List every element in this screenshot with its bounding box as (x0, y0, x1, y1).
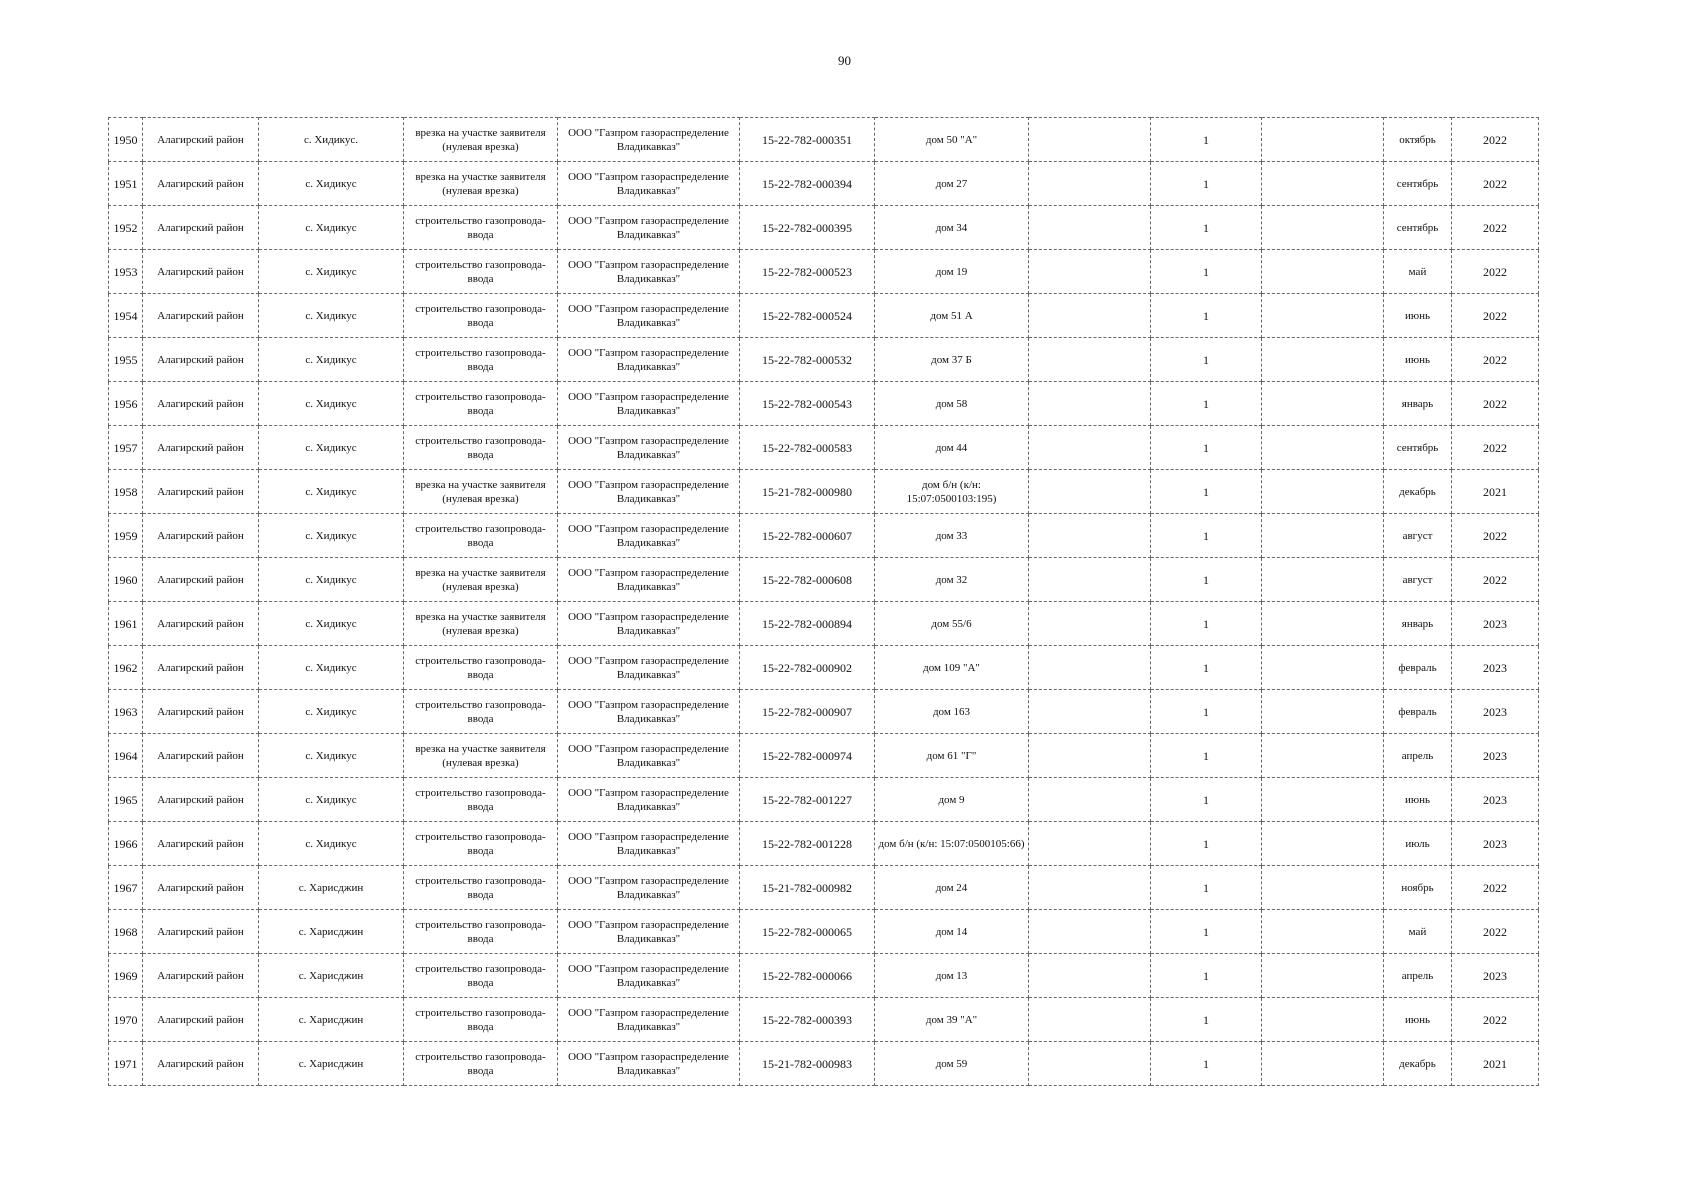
work-type-cell: строительство газопровода-ввода (404, 338, 558, 382)
village-cell: с. Хидикус (259, 646, 404, 690)
empty-cell (1029, 294, 1151, 338)
month-cell: октябрь (1384, 118, 1452, 162)
quantity-cell: 1 (1151, 690, 1262, 734)
village-cell: с. Хидикус (259, 558, 404, 602)
row-number-cell: 1970 (109, 998, 143, 1042)
quantity-cell: 1 (1151, 1042, 1262, 1086)
application-code-cell: 15-22-782-000608 (740, 558, 875, 602)
year-cell: 2023 (1452, 778, 1539, 822)
address-cell: дом 34 (875, 206, 1029, 250)
empty-cell (1262, 1042, 1384, 1086)
year-cell: 2023 (1452, 822, 1539, 866)
table-row (109, 118, 1539, 162)
village-cell: с. Харисджин (259, 1042, 404, 1086)
month-cell: январь (1384, 602, 1452, 646)
empty-cell (1029, 866, 1151, 910)
quantity-cell: 1 (1151, 954, 1262, 998)
application-code-cell: 15-22-782-000532 (740, 338, 875, 382)
month-cell: июнь (1384, 998, 1452, 1042)
village-cell: с. Хидикус (259, 778, 404, 822)
district-cell: Алагирский район (143, 646, 259, 690)
table-row (109, 558, 1539, 602)
empty-cell (1029, 778, 1151, 822)
empty-cell (1029, 382, 1151, 426)
organization-cell: ООО "Газпром газораспределение Владикавказ" (558, 690, 740, 734)
work-type-cell: строительство газопровода-ввода (404, 998, 558, 1042)
organization-cell: ООО "Газпром газораспределение Владикавказ" (558, 558, 740, 602)
month-cell: декабрь (1384, 1042, 1452, 1086)
empty-cell (1029, 470, 1151, 514)
empty-cell (1029, 206, 1151, 250)
district-cell: Алагирский район (143, 294, 259, 338)
district-cell: Алагирский район (143, 338, 259, 382)
table-row (109, 866, 1539, 910)
work-type-cell: строительство газопровода-ввода (404, 954, 558, 998)
month-cell: июнь (1384, 338, 1452, 382)
work-type-cell: врезка на участке заявителя (нулевая врезка) (404, 734, 558, 778)
district-cell: Алагирский район (143, 426, 259, 470)
organization-cell: ООО "Газпром газораспределение Владикавказ" (558, 118, 740, 162)
table-row (109, 734, 1539, 778)
year-cell: 2023 (1452, 646, 1539, 690)
row-number-cell: 1954 (109, 294, 143, 338)
village-cell: с. Хидикус (259, 822, 404, 866)
work-type-cell: врезка на участке заявителя (нулевая врезка) (404, 602, 558, 646)
year-cell: 2022 (1452, 558, 1539, 602)
work-type-cell: строительство газопровода-ввода (404, 206, 558, 250)
district-cell: Алагирский район (143, 822, 259, 866)
address-cell: дом 44 (875, 426, 1029, 470)
row-number-cell: 1964 (109, 734, 143, 778)
application-code-cell: 15-21-782-000982 (740, 866, 875, 910)
empty-cell (1262, 602, 1384, 646)
row-number-cell: 1958 (109, 470, 143, 514)
district-cell: Алагирский район (143, 382, 259, 426)
organization-cell: ООО "Газпром газораспределение Владикавказ" (558, 646, 740, 690)
empty-cell (1029, 910, 1151, 954)
row-number-cell: 1967 (109, 866, 143, 910)
village-cell: с. Хидикус. (259, 118, 404, 162)
year-cell: 2023 (1452, 690, 1539, 734)
row-number-cell: 1957 (109, 426, 143, 470)
quantity-cell: 1 (1151, 866, 1262, 910)
quantity-cell: 1 (1151, 118, 1262, 162)
quantity-cell: 1 (1151, 382, 1262, 426)
work-type-cell: строительство газопровода-ввода (404, 822, 558, 866)
organization-cell: ООО "Газпром газораспределение Владикавказ" (558, 382, 740, 426)
village-cell: с. Хидикус (259, 602, 404, 646)
quantity-cell: 1 (1151, 250, 1262, 294)
month-cell: сентябрь (1384, 426, 1452, 470)
address-cell: дом 19 (875, 250, 1029, 294)
empty-cell (1262, 558, 1384, 602)
district-cell: Алагирский район (143, 910, 259, 954)
month-cell: июнь (1384, 778, 1452, 822)
address-cell: дом 61 "Г" (875, 734, 1029, 778)
row-number-cell: 1971 (109, 1042, 143, 1086)
quantity-cell: 1 (1151, 998, 1262, 1042)
year-cell: 2021 (1452, 1042, 1539, 1086)
work-type-cell: строительство газопровода-ввода (404, 426, 558, 470)
address-cell: дом б/н (к/н: 15:07:0500105:66) (875, 822, 1029, 866)
table-row (109, 162, 1539, 206)
table-row (109, 690, 1539, 734)
application-code-cell: 15-22-782-000902 (740, 646, 875, 690)
application-code-cell: 15-22-782-000894 (740, 602, 875, 646)
organization-cell: ООО "Газпром газораспределение Владикавказ" (558, 338, 740, 382)
work-type-cell: строительство газопровода-ввода (404, 514, 558, 558)
address-cell: дом 55/6 (875, 602, 1029, 646)
month-cell: февраль (1384, 646, 1452, 690)
work-type-cell: врезка на участке заявителя (нулевая врезка) (404, 118, 558, 162)
village-cell: с. Харисджин (259, 866, 404, 910)
table-row (109, 822, 1539, 866)
district-cell: Алагирский район (143, 602, 259, 646)
empty-cell (1262, 910, 1384, 954)
table-row (109, 954, 1539, 998)
district-cell: Алагирский район (143, 1042, 259, 1086)
village-cell: с. Хидикус (259, 382, 404, 426)
address-cell: дом 163 (875, 690, 1029, 734)
district-cell: Алагирский район (143, 162, 259, 206)
quantity-cell: 1 (1151, 646, 1262, 690)
month-cell: август (1384, 514, 1452, 558)
month-cell: июнь (1384, 294, 1452, 338)
quantity-cell: 1 (1151, 602, 1262, 646)
month-cell: январь (1384, 382, 1452, 426)
application-code-cell: 15-22-782-000583 (740, 426, 875, 470)
organization-cell: ООО "Газпром газораспределение Владикавказ" (558, 778, 740, 822)
address-cell: дом 13 (875, 954, 1029, 998)
empty-cell (1029, 514, 1151, 558)
address-cell: дом 9 (875, 778, 1029, 822)
organization-cell: ООО "Газпром газораспределение Владикавказ" (558, 910, 740, 954)
empty-cell (1029, 602, 1151, 646)
table-row (109, 998, 1539, 1042)
year-cell: 2022 (1452, 866, 1539, 910)
organization-cell: ООО "Газпром газораспределение Владикавказ" (558, 250, 740, 294)
row-number-cell: 1956 (109, 382, 143, 426)
row-number-cell: 1969 (109, 954, 143, 998)
district-cell: Алагирский район (143, 558, 259, 602)
address-cell: дом 51 А (875, 294, 1029, 338)
organization-cell: ООО "Газпром газораспределение Владикавказ" (558, 426, 740, 470)
application-code-cell: 15-22-782-001227 (740, 778, 875, 822)
month-cell: апрель (1384, 734, 1452, 778)
village-cell: с. Хидикус (259, 294, 404, 338)
row-number-cell: 1961 (109, 602, 143, 646)
work-type-cell: строительство газопровода-ввода (404, 1042, 558, 1086)
village-cell: с. Хидикус (259, 690, 404, 734)
work-type-cell: строительство газопровода-ввода (404, 646, 558, 690)
application-code-cell: 15-22-782-000524 (740, 294, 875, 338)
application-code-cell: 15-21-782-000983 (740, 1042, 875, 1086)
work-type-cell: врезка на участке заявителя (нулевая врезка) (404, 558, 558, 602)
work-type-cell: врезка на участке заявителя (нулевая врезка) (404, 470, 558, 514)
empty-cell (1262, 338, 1384, 382)
year-cell: 2022 (1452, 426, 1539, 470)
month-cell: сентябрь (1384, 206, 1452, 250)
row-number-cell: 1965 (109, 778, 143, 822)
empty-cell (1029, 998, 1151, 1042)
year-cell: 2023 (1452, 602, 1539, 646)
village-cell: с. Хидикус (259, 338, 404, 382)
empty-cell (1262, 426, 1384, 470)
table-row (109, 1042, 1539, 1086)
quantity-cell: 1 (1151, 338, 1262, 382)
quantity-cell: 1 (1151, 734, 1262, 778)
month-cell: май (1384, 910, 1452, 954)
empty-cell (1262, 514, 1384, 558)
year-cell: 2022 (1452, 118, 1539, 162)
row-number-cell: 1951 (109, 162, 143, 206)
table-row (109, 338, 1539, 382)
organization-cell: ООО "Газпром газораспределение Владикавказ" (558, 514, 740, 558)
empty-cell (1029, 954, 1151, 998)
application-code-cell: 15-22-782-000907 (740, 690, 875, 734)
year-cell: 2022 (1452, 338, 1539, 382)
application-code-cell: 15-21-782-000980 (740, 470, 875, 514)
application-code-cell: 15-22-782-000066 (740, 954, 875, 998)
quantity-cell: 1 (1151, 162, 1262, 206)
organization-cell: ООО "Газпром газораспределение Владикавказ" (558, 998, 740, 1042)
quantity-cell: 1 (1151, 558, 1262, 602)
month-cell: август (1384, 558, 1452, 602)
address-cell: дом 59 (875, 1042, 1029, 1086)
organization-cell: ООО "Газпром газораспределение Владикавказ" (558, 954, 740, 998)
organization-cell: ООО "Газпром газораспределение Владикавказ" (558, 206, 740, 250)
district-cell: Алагирский район (143, 734, 259, 778)
application-code-cell: 15-22-782-000065 (740, 910, 875, 954)
empty-cell (1262, 162, 1384, 206)
district-cell: Алагирский район (143, 206, 259, 250)
year-cell: 2022 (1452, 998, 1539, 1042)
year-cell: 2021 (1452, 470, 1539, 514)
address-cell: дом 39 "А" (875, 998, 1029, 1042)
quantity-cell: 1 (1151, 514, 1262, 558)
application-code-cell: 15-22-782-001228 (740, 822, 875, 866)
quantity-cell: 1 (1151, 910, 1262, 954)
empty-cell (1262, 734, 1384, 778)
row-number-cell: 1952 (109, 206, 143, 250)
application-code-cell: 15-22-782-000394 (740, 162, 875, 206)
empty-cell (1029, 822, 1151, 866)
application-code-cell: 15-22-782-000607 (740, 514, 875, 558)
organization-cell: ООО "Газпром газораспределение Владикавказ" (558, 602, 740, 646)
address-cell: дом 14 (875, 910, 1029, 954)
month-cell: февраль (1384, 690, 1452, 734)
organization-cell: ООО "Газпром газораспределение Владикавказ" (558, 162, 740, 206)
row-number-cell: 1953 (109, 250, 143, 294)
empty-cell (1262, 778, 1384, 822)
table-row (109, 382, 1539, 426)
work-type-cell: строительство газопровода-ввода (404, 778, 558, 822)
month-cell: декабрь (1384, 470, 1452, 514)
registry-table (108, 117, 1539, 1086)
table-row (109, 646, 1539, 690)
empty-cell (1029, 338, 1151, 382)
year-cell: 2022 (1452, 162, 1539, 206)
row-number-cell: 1962 (109, 646, 143, 690)
page-number: 90 (838, 53, 851, 68)
empty-cell (1262, 822, 1384, 866)
village-cell: с. Хидикус (259, 514, 404, 558)
organization-cell: ООО "Газпром газораспределение Владикавказ" (558, 866, 740, 910)
row-number-cell: 1960 (109, 558, 143, 602)
organization-cell: ООО "Газпром газораспределение Владикавказ" (558, 822, 740, 866)
table-row (109, 250, 1539, 294)
quantity-cell: 1 (1151, 294, 1262, 338)
year-cell: 2023 (1452, 954, 1539, 998)
year-cell: 2022 (1452, 910, 1539, 954)
address-cell: дом 58 (875, 382, 1029, 426)
work-type-cell: строительство газопровода-ввода (404, 910, 558, 954)
address-cell: дом 27 (875, 162, 1029, 206)
village-cell: с. Хидикус (259, 162, 404, 206)
work-type-cell: строительство газопровода-ввода (404, 382, 558, 426)
empty-cell (1029, 162, 1151, 206)
organization-cell: ООО "Газпром газораспределение Владикавказ" (558, 294, 740, 338)
district-cell: Алагирский район (143, 690, 259, 734)
table-row (109, 602, 1539, 646)
table-row (109, 294, 1539, 338)
month-cell: ноябрь (1384, 866, 1452, 910)
village-cell: с. Харисджин (259, 998, 404, 1042)
empty-cell (1262, 470, 1384, 514)
application-code-cell: 15-22-782-000393 (740, 998, 875, 1042)
village-cell: с. Харисджин (259, 910, 404, 954)
empty-cell (1029, 558, 1151, 602)
address-cell: дом 32 (875, 558, 1029, 602)
year-cell: 2022 (1452, 294, 1539, 338)
row-number-cell: 1966 (109, 822, 143, 866)
month-cell: сентябрь (1384, 162, 1452, 206)
district-cell: Алагирский район (143, 514, 259, 558)
quantity-cell: 1 (1151, 470, 1262, 514)
table-row (109, 426, 1539, 470)
year-cell: 2022 (1452, 250, 1539, 294)
address-cell: дом 33 (875, 514, 1029, 558)
organization-cell: ООО "Газпром газораспределение Владикавказ" (558, 1042, 740, 1086)
village-cell: с. Харисджин (259, 954, 404, 998)
empty-cell (1262, 118, 1384, 162)
organization-cell: ООО "Газпром газораспределение Владикавказ" (558, 734, 740, 778)
empty-cell (1262, 646, 1384, 690)
work-type-cell: врезка на участке заявителя (нулевая врезка) (404, 162, 558, 206)
empty-cell (1029, 734, 1151, 778)
year-cell: 2022 (1452, 382, 1539, 426)
district-cell: Алагирский район (143, 778, 259, 822)
district-cell: Алагирский район (143, 998, 259, 1042)
district-cell: Алагирский район (143, 954, 259, 998)
work-type-cell: строительство газопровода-ввода (404, 250, 558, 294)
empty-cell (1262, 206, 1384, 250)
application-code-cell: 15-22-782-000351 (740, 118, 875, 162)
quantity-cell: 1 (1151, 822, 1262, 866)
row-number-cell: 1963 (109, 690, 143, 734)
application-code-cell: 15-22-782-000395 (740, 206, 875, 250)
table-row (109, 778, 1539, 822)
address-cell: дом б/н (к/н: 15:07:0500103:195) (875, 470, 1029, 514)
village-cell: с. Хидикус (259, 426, 404, 470)
quantity-cell: 1 (1151, 778, 1262, 822)
empty-cell (1262, 998, 1384, 1042)
application-code-cell: 15-22-782-000543 (740, 382, 875, 426)
address-cell: дом 37 Б (875, 338, 1029, 382)
row-number-cell: 1955 (109, 338, 143, 382)
empty-cell (1262, 690, 1384, 734)
work-type-cell: строительство газопровода-ввода (404, 690, 558, 734)
empty-cell (1029, 250, 1151, 294)
year-cell: 2022 (1452, 514, 1539, 558)
row-number-cell: 1950 (109, 118, 143, 162)
year-cell: 2022 (1452, 206, 1539, 250)
table-row (109, 206, 1539, 250)
application-code-cell: 15-22-782-000523 (740, 250, 875, 294)
village-cell: с. Хидикус (259, 250, 404, 294)
empty-cell (1029, 1042, 1151, 1086)
table-row (109, 470, 1539, 514)
quantity-cell: 1 (1151, 206, 1262, 250)
district-cell: Алагирский район (143, 118, 259, 162)
village-cell: с. Хидикус (259, 206, 404, 250)
district-cell: Алагирский район (143, 250, 259, 294)
address-cell: дом 50 "А" (875, 118, 1029, 162)
organization-cell: ООО "Газпром газораспределение Владикавказ" (558, 470, 740, 514)
table-row (109, 910, 1539, 954)
empty-cell (1029, 118, 1151, 162)
village-cell: с. Хидикус (259, 470, 404, 514)
district-cell: Алагирский район (143, 866, 259, 910)
empty-cell (1029, 690, 1151, 734)
month-cell: май (1384, 250, 1452, 294)
empty-cell (1262, 294, 1384, 338)
empty-cell (1029, 646, 1151, 690)
work-type-cell: строительство газопровода-ввода (404, 866, 558, 910)
empty-cell (1262, 382, 1384, 426)
district-cell: Алагирский район (143, 470, 259, 514)
empty-cell (1262, 866, 1384, 910)
empty-cell (1262, 954, 1384, 998)
empty-cell (1029, 426, 1151, 470)
month-cell: июль (1384, 822, 1452, 866)
quantity-cell: 1 (1151, 426, 1262, 470)
year-cell: 2023 (1452, 734, 1539, 778)
village-cell: с. Хидикус (259, 734, 404, 778)
registry-body (109, 118, 1539, 1086)
row-number-cell: 1959 (109, 514, 143, 558)
month-cell: апрель (1384, 954, 1452, 998)
application-code-cell: 15-22-782-000974 (740, 734, 875, 778)
work-type-cell: строительство газопровода-ввода (404, 294, 558, 338)
address-cell: дом 24 (875, 866, 1029, 910)
table-row (109, 514, 1539, 558)
empty-cell (1262, 250, 1384, 294)
address-cell: дом 109 "А" (875, 646, 1029, 690)
row-number-cell: 1968 (109, 910, 143, 954)
